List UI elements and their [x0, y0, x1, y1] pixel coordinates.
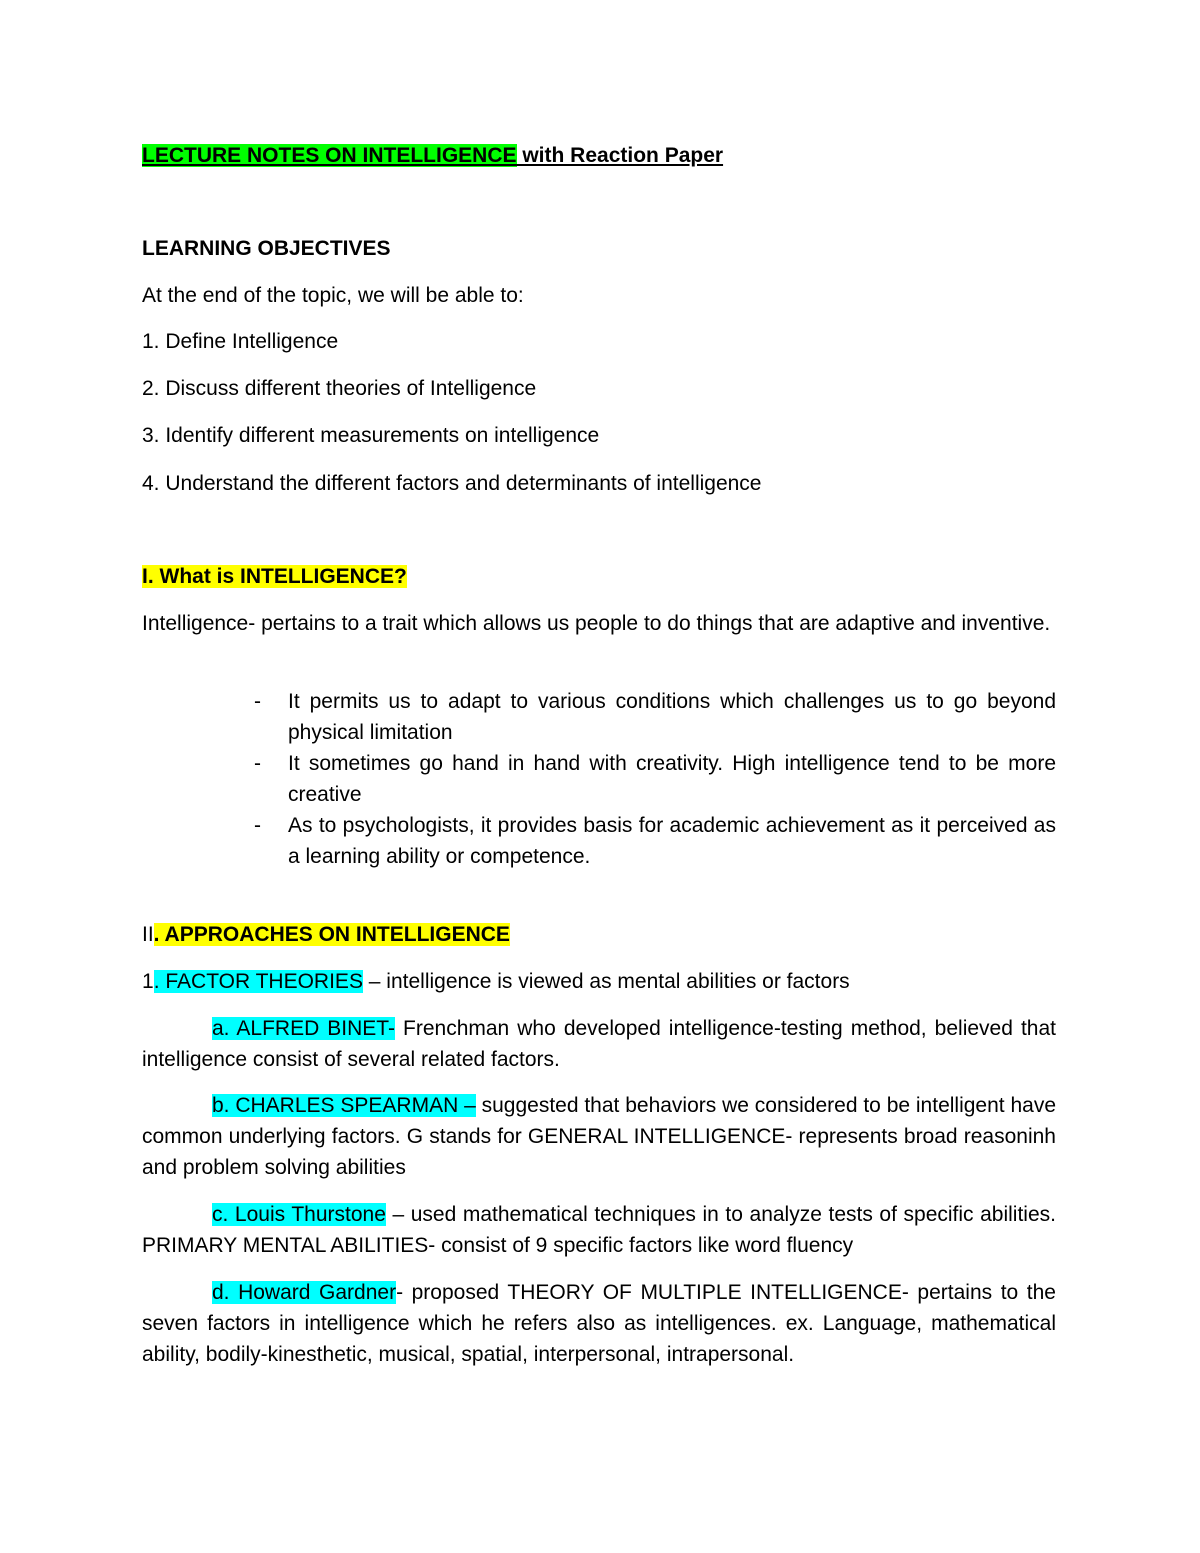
title-highlight: LECTURE NOTES ON INTELLIGENCE — [142, 144, 517, 167]
theorist-name: c. Louis Thurstone — [212, 1203, 386, 1226]
theorist-paragraph — [142, 1090, 1056, 1183]
theorist-paragraph — [142, 1199, 1056, 1261]
theorist-text: – used mathematical techniques in to analyze tests of specific abilities. PRIMARY MENTAL ABILITIES- consist of 9 specific factors like word fluency — [142, 1203, 1056, 1257]
section1-heading-text: . What is INTELLIGENCE? — [147, 565, 407, 588]
theorist-name: a. ALFRED BINET- — [212, 1017, 395, 1040]
factor-theories-line — [142, 966, 850, 997]
section1-heading — [142, 561, 407, 592]
theorist-text: - proposed THEORY OF MULTIPLE INTELLIGENCE- pertains to the seven factors in intelligence which he refers also as intelligences. ex. Language, mathematical ability, bodily-kinesthetic, musical, spatial, interpersonal, intrapersonal. — [142, 1281, 1056, 1366]
title-rest: with Reaction Paper — [516, 144, 724, 167]
objective-item: 3. Identify different measurements on intelligence — [142, 424, 600, 447]
section2-heading-prefix: II — [142, 923, 154, 946]
objectives-heading: LEARNING OBJECTIVES — [142, 237, 391, 260]
objective-item: 2. Discuss different theories of Intelligence — [142, 377, 537, 400]
bullet-marker: - — [254, 752, 261, 775]
objective-item: 1. Define Intelligence — [142, 330, 339, 353]
bullet-marker: - — [254, 814, 261, 837]
objectives-intro: At the end of the topic, we will be able to: — [142, 284, 524, 307]
theorist-name: b. CHARLES SPEARMAN – — [212, 1094, 476, 1117]
section2-heading — [142, 919, 510, 950]
factor-theories-text: – intelligence is viewed as mental abilities or factors — [362, 970, 850, 993]
bullet-text: It permits us to adapt to various conditions which challenges us to go beyond physical limitation — [288, 690, 1056, 744]
factor-theories-label: . FACTOR THEORIES — [153, 970, 363, 993]
bullet-text: It sometimes go hand in hand with creativity. High intelligence tend to be more creative — [288, 752, 1056, 806]
theorist-name: d. Howard Gardner — [212, 1281, 397, 1304]
objective-item: 4. Understand the different factors and determinants of intelligence — [142, 472, 762, 495]
factor-prefix: 1 — [142, 970, 154, 993]
section2-heading-text: . APPROACHES ON INTELLIGENCE — [153, 923, 510, 946]
theorist-paragraph — [142, 1277, 1056, 1370]
theorist-text: Frenchman who developed intelligence-testing method, believed that intelligence consist of several related factors. — [142, 1017, 1056, 1071]
document-title — [142, 140, 723, 171]
theorist-text: suggested that behaviors we considered to be intelligent have common underlying factors. G stands for GENERAL INTELLIGENCE- represents broad reasoninh and problem solving abilities — [142, 1094, 1056, 1179]
bullet-text: As to psychologists, it provides basis for academic achievement as it perceived as a learning ability or competence. — [288, 814, 1056, 868]
section1-heading-prefix: I — [142, 565, 148, 588]
intelligence-definition: Intelligence- pertains to a trait which allows us people to do things that are adaptive and inventive. — [142, 612, 1051, 635]
bullet-marker: - — [254, 690, 261, 713]
theorist-paragraph — [142, 1013, 1056, 1075]
